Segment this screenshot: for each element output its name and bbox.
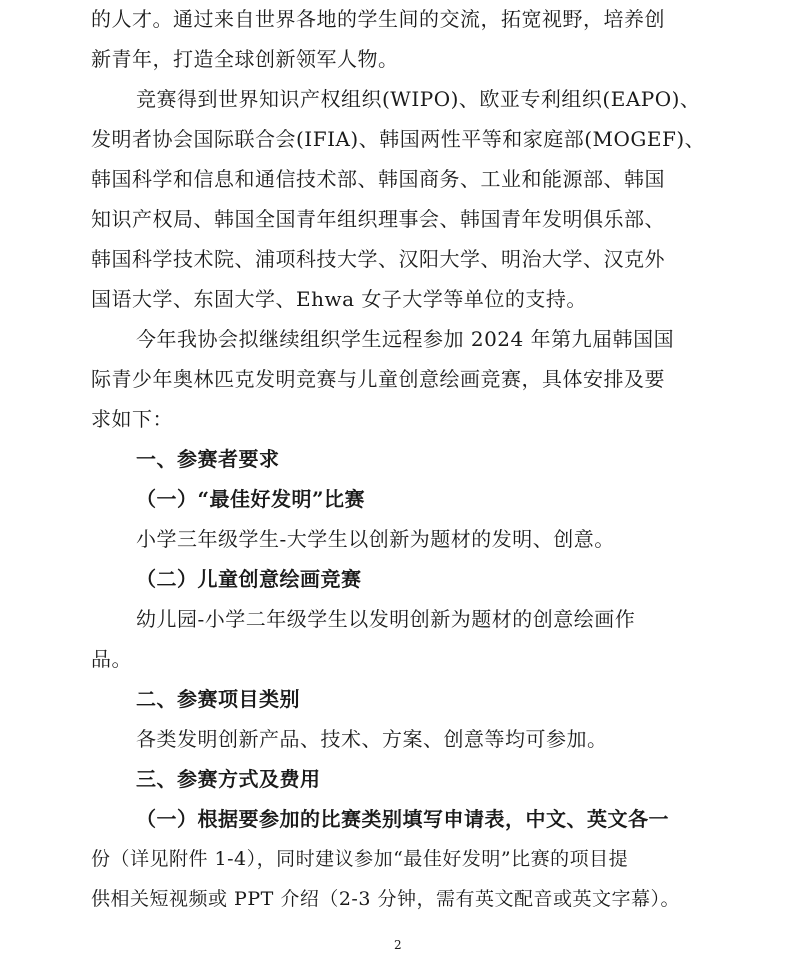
paragraph-line: 发明者协会国际联合会(IFIA)、韩国两性平等和家庭部(MOGEF)、 <box>91 127 706 151</box>
paragraph-line: 供相关短视频或 PPT 介绍（2-3 分钟，需有英文配音或英文字幕）。 <box>91 888 680 910</box>
paragraph-line: 韩国科学和信息和通信技术部、韩国商务、工业和能源部、韩国 <box>91 167 665 191</box>
subsection-paragraph: （一）根据要参加的比赛类别填写申请表，中文、英文各一 <box>136 807 669 831</box>
paragraph-line: 求如下： <box>91 407 173 431</box>
paragraph-line: 知识产权局、韩国全国青年组织理事会、韩国青年发明俱乐部、 <box>91 207 665 231</box>
page-number: 2 <box>394 938 402 952</box>
paragraph-line: 今年我协会拟继续组织学生远程参加 2024 年第九届韩国国 <box>136 327 675 351</box>
subsection-heading: （一）“最佳好发明”比赛 <box>136 487 366 511</box>
paragraph-line: 幼儿园-小学二年级学生以发明创新为题材的创意绘画作 <box>136 607 636 631</box>
section-heading: 二、参赛项目类别 <box>136 687 300 711</box>
subsection-heading: （二）儿童创意绘画竞赛 <box>136 567 362 591</box>
paragraph-line: 的人才。通过来自世界各地的学生间的交流，拓宽视野，培养创 <box>91 7 665 31</box>
paragraph-line: 竞赛得到世界知识产权组织(WIPO)、欧亚专利组织(EAPO)、 <box>136 87 701 111</box>
paragraph-line: 小学三年级学生-大学生以创新为题材的发明、创意。 <box>136 527 615 551</box>
paragraph-line: 韩国科学技术院、浦项科技大学、汉阳大学、明治大学、汉克外 <box>91 247 665 271</box>
paragraph-line: 国语大学、东固大学、Ehwa 女子大学等单位的支持。 <box>91 287 587 311</box>
paragraph-line: 际青少年奥林匹克发明竞赛与儿童创意绘画竞赛，具体安排及要 <box>91 367 665 391</box>
paragraph-line: 各类发明创新产品、技术、方案、创意等均可参加。 <box>136 727 608 751</box>
section-heading: 一、参赛者要求 <box>136 447 280 471</box>
paragraph-line: 品。 <box>91 647 132 671</box>
paragraph-line: 新青年，打造全球创新领军人物。 <box>91 47 399 71</box>
paragraph-line: 份（详见附件 1-4），同时建议参加“最佳好发明”比赛的项目提 <box>91 848 629 870</box>
section-heading: 三、参赛方式及费用 <box>136 767 321 791</box>
